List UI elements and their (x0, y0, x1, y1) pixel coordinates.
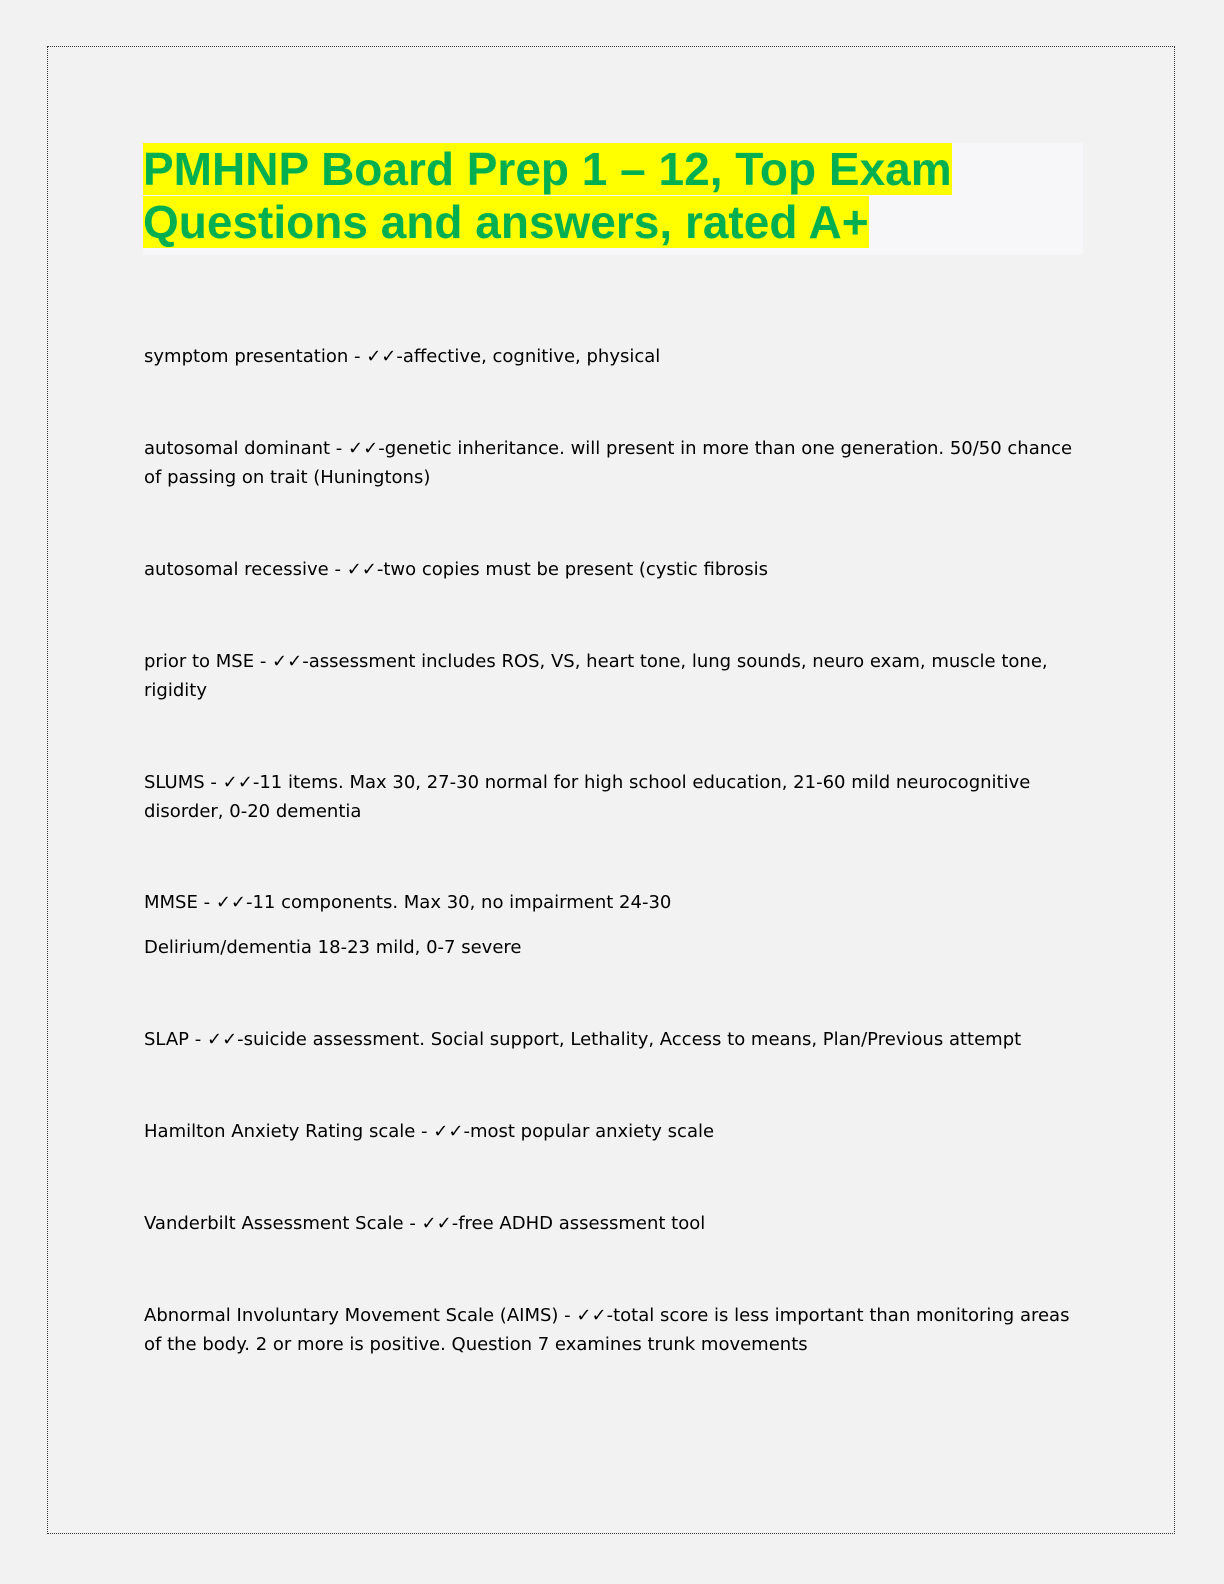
qa-definition: two copies must be present (cystic fibrosis (383, 559, 769, 580)
qa-term: autosomal dominant (144, 438, 331, 459)
check-icon: ✓✓ (272, 651, 303, 672)
check-icon: ✓✓ (433, 1121, 464, 1142)
document-title (143, 143, 1083, 249)
qa-term: MMSE (144, 892, 198, 913)
qa-item: Abnormal Involuntary Movement Scale (AIMS) - ✓✓-total score is less important than monitoring areas of the body. 2 or more is positive. Question 7 examines trunk movements (144, 1305, 1070, 1355)
qa-item: SLUMS - ✓✓-11 items. Max 30, 27-30 normal for high school education, 21-60 mild neurocognitive disorder, 0-20 dementia (144, 772, 1031, 822)
qa-item: autosomal dominant - ✓✓-genetic inheritance. will present in more than one generation. 50/50 chance of passing on trait (Huningtons) (144, 438, 1073, 488)
qa-definition: total score is less important than monitoring areas of the body. 2 or more is positive. Question 7 examines trunk movements (144, 1305, 1070, 1355)
qa-definition: suicide assessment. Social support, Lethality, Access to means, Plan/Previous attempt (243, 1029, 1022, 1050)
qa-item: Hamilton Anxiety Rating scale - ✓✓-most popular anxiety scale (144, 1121, 715, 1142)
qa-term: autosomal recessive (144, 559, 329, 580)
qa-term: SLUMS (144, 772, 205, 793)
check-icon: ✓✓ (222, 772, 253, 793)
qa-item: symptom presentation - ✓✓-affective, cognitive, physical (144, 346, 661, 367)
qa-term: Vanderbilt Assessment Scale (144, 1213, 404, 1234)
qa-term: prior to MSE (144, 651, 255, 672)
qa-item: Vanderbilt Assessment Scale - ✓✓-free ADHD assessment tool (144, 1213, 706, 1234)
check-icon: ✓✓ (366, 346, 397, 367)
qa-definition: most popular anxiety scale (469, 1121, 715, 1142)
title-line-2: Questions and answers, rated A+ (143, 196, 869, 248)
qa-term: SLAP (144, 1029, 190, 1050)
qa-definition: genetic inheritance. will present in more than one generation. 50/50 chance of passing on trait (Huningtons) (144, 438, 1073, 488)
check-icon: ✓✓ (421, 1213, 452, 1234)
qa-item: MMSE - ✓✓-11 components. Max 30, no impairment 24-30 (144, 892, 672, 913)
check-icon: ✓✓ (207, 1029, 238, 1050)
qa-extra-line: Delirium/dementia 18-23 mild, 0-7 severe (144, 937, 522, 958)
qa-definition: 11 items. Max 30, 27-30 normal for high school education, 21-60 mild neurocognitive disorder, 0-20 dementia (144, 772, 1031, 822)
check-icon: ✓✓ (576, 1305, 607, 1326)
qa-definition: 11 components. Max 30, no impairment 24-30 (252, 892, 672, 913)
qa-term: Abnormal Involuntary Movement Scale (AIMS) (144, 1305, 559, 1326)
qa-item: SLAP - ✓✓-suicide assessment. Social support, Lethality, Access to means, Plan/Previous attempt (144, 1029, 1022, 1050)
qa-definition: free ADHD assessment tool (458, 1213, 706, 1234)
title-line-1: PMHNP Board Prep 1 – 12, Top Exam (143, 143, 952, 195)
check-icon: ✓✓ (346, 559, 377, 580)
qa-item: prior to MSE - ✓✓-assessment includes ROS, VS, heart tone, lung sounds, neuro exam, muscle tone, rigidity (144, 651, 1048, 701)
title-block (143, 143, 1083, 255)
qa-definition: affective, cognitive, physical (402, 346, 661, 367)
qa-term: Hamilton Anxiety Rating scale (144, 1121, 416, 1142)
qa-term: symptom presentation (144, 346, 349, 367)
check-icon: ✓✓ (215, 892, 246, 913)
check-icon: ✓✓ (348, 438, 379, 459)
qa-item: autosomal recessive - ✓✓-two copies must be present (cystic fibrosis (144, 559, 769, 580)
qa-definition: assessment includes ROS, VS, heart tone, lung sounds, neuro exam, muscle tone, rigidity (144, 651, 1048, 701)
